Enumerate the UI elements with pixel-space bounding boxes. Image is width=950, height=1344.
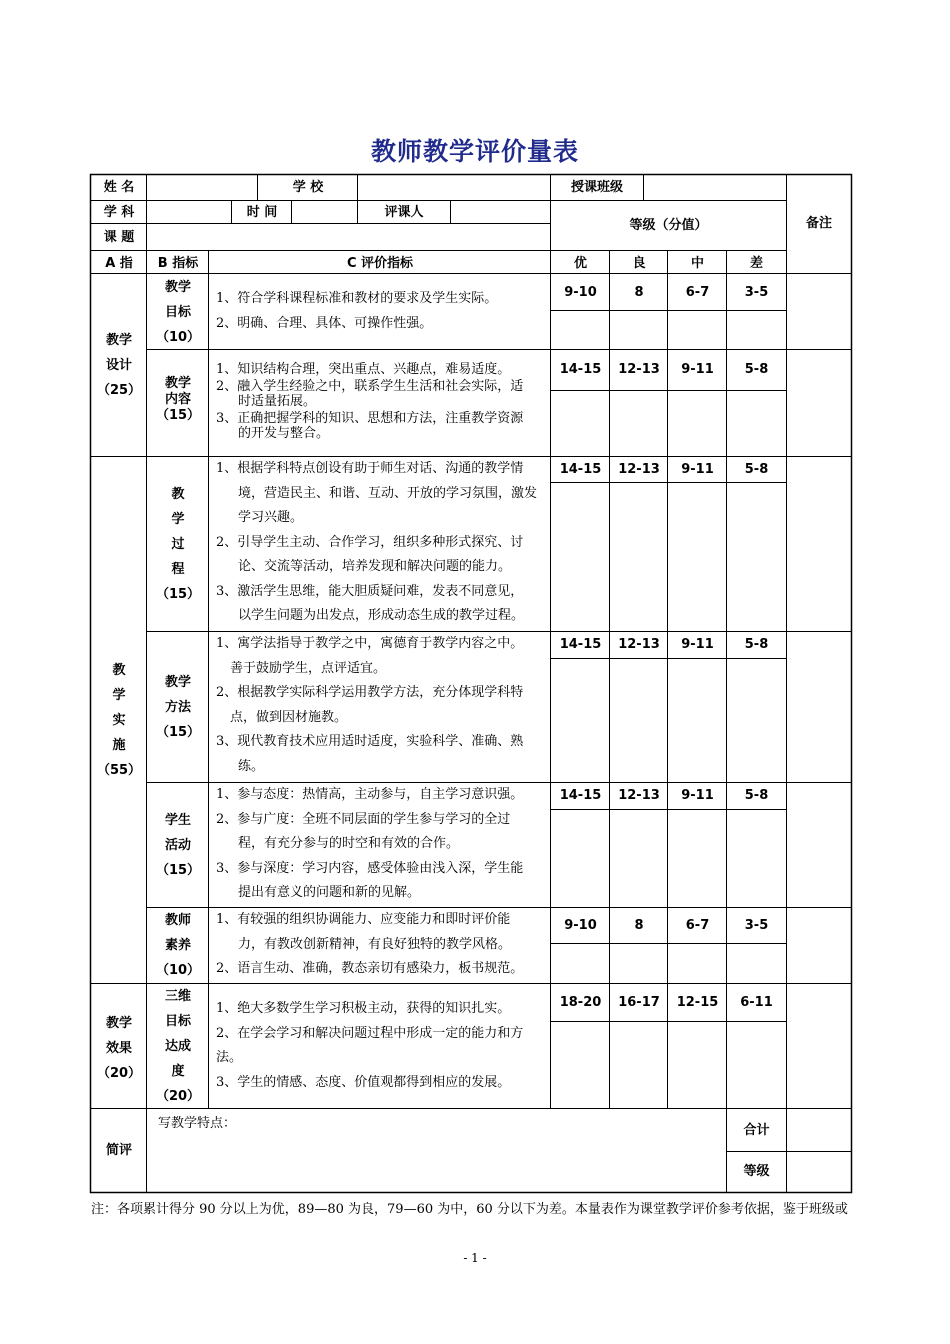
score-good: 12-13 [618,788,660,803]
final-grade-label: 等级 [743,1164,770,1179]
grade-score-label: 等级（分值） [629,218,708,233]
total-label: 合计 [743,1123,770,1138]
category-design: 教学 设计 （25） [96,333,142,398]
criteria-teaching-process: 1、根据学科特点创设有助于师生对话、沟通的教学情 境，营造民主、和谐、互动、开放的学习氛围，激发 学习兴趣。 2、引导学生主动、合作学习，组织多种形式探究、讨 论、交流等活动，培养发现和解决问题的能力。 3、激活学生思维，能大胆质疑问难，发表不同意见， 以学生问题为出发点，形成动态生成的教学过程。 [216,461,538,623]
indicator-teacher-literacy: 教师 素养 （10） [155,913,201,978]
col-b-header: B 指标 [157,256,199,271]
score-poor: 5-8 [744,788,769,803]
remarks-label: 备注 [805,216,832,231]
summary-prompt: 写教学特点： [158,1116,237,1131]
name-label: 姓 名 [103,180,135,195]
indicator-teaching-goal: 教学 目标 （10） [155,280,201,345]
criteria-teaching-goal: 1、符合学科课程标准和教材的要求及学生实际。 2、明确、合理、具体、可操作性强。 [216,291,498,331]
page-title: 教师教学评价量表 [370,137,579,166]
score-excellent: 9-10 [564,285,597,300]
score-poor: 5-8 [744,637,769,652]
time-label: 时 间 [246,205,278,220]
summary-label: 简评 [105,1143,132,1158]
score-good: 12-13 [618,637,660,652]
score-good: 12-13 [618,362,660,377]
col-a-header: A 指 [105,256,133,271]
score-excellent: 14-15 [559,462,602,477]
col-good-header: 良 [632,256,646,271]
score-excellent: 18-20 [559,995,602,1010]
score-medium: 12-15 [676,995,719,1010]
score-excellent: 14-15 [559,788,602,803]
indicator-teaching-content: 教学 内容 （15） [155,376,201,423]
page-number: - 1 - [463,1251,487,1265]
topic-label: 课 题 [103,230,135,245]
score-poor: 6-11 [740,995,773,1010]
indicator-three-dimensional-goals: 三维 目标 达成 度 （20） [155,989,201,1104]
subject-label: 学 科 [103,205,135,220]
score-medium: 6-7 [685,918,710,933]
score-excellent: 14-15 [559,362,602,377]
indicator-teaching-process: 教 学 过 程 （15） [155,487,201,602]
class-label: 授课班级 [570,180,623,195]
criteria-teacher-literacy: 1、有较强的组织协调能力、应变能力和即时评价能 力，有教改创新精神，有良好独特的教学风格。 2、语言生动、准确，教态亲切有感染力，板书规范。 [216,912,524,976]
score-excellent: 9-10 [564,918,597,933]
footnote: 注：各项累计得分 90 分以上为优，89—80 为良，79—60 为中，60 分以下为差。本量表作为课堂教学评价参考依据，鉴于班级或 [91,1202,848,1217]
criteria-teaching-method: 1、寓学法指导于教学之中，寓德育于教学内容之中。 善于鼓励学生，点评适宜。 2、根据教学实际科学运用教学方法，充分体现学科特 点，做到因材施教。 3、现代教育技术应用适时适度，实验科学、准确、熟 练。 [216,636,524,774]
score-medium: 9-11 [681,788,714,803]
score-good: 12-13 [618,462,660,477]
col-medium-header: 中 [690,256,704,271]
evaluator-label: 评课人 [384,205,424,220]
score-poor: 5-8 [744,362,769,377]
score-medium: 6-7 [685,285,710,300]
score-medium: 9-11 [681,362,714,377]
score-poor: 3-5 [744,285,769,300]
category-effect: 教学 效果 （20） [96,1016,142,1081]
score-poor: 5-8 [744,462,769,477]
score-poor: 3-5 [744,918,769,933]
criteria-three-dimensional-goals: 1、绝大多数学生学习积极主动，获得的知识扎实。 2、在学会学习和解决问题过程中形成一定的能力和方 法。 3、学生的情感、态度、价值观都得到相应的发展。 [216,1001,524,1090]
criteria-student-activity: 1、参与态度：热情高，主动参与，自主学习意识强。 2、参与广度：全班不同层面的学生参与学习的全过 程，有充分参与的时空和有效的合作。 3、参与深度：学习内容，感受体验由浅入深，学生能 提出有意义的问题和新的见解。 [216,787,524,900]
col-excellent-header: 优 [573,256,587,271]
score-good: 8 [634,918,644,933]
score-excellent: 14-15 [559,637,602,652]
category-implementation: 教 学 实 施 （55） [96,663,142,778]
indicator-teaching-method: 教学 方法 （15） [155,675,201,740]
score-good: 16-17 [618,995,660,1010]
school-label: 学 校 [292,180,324,195]
col-poor-header: 差 [749,256,763,271]
score-medium: 9-11 [681,462,714,477]
criteria-teaching-content: 1、知识结构合理，突出重点、兴趣点，难易适度。 2、融入学生经验之中，联系学生生活和社会实际，适 时适量拓展。 3、正确把握学科的知识、思想和方法，注重教学资源 的开发与整合。 [216,362,524,441]
score-medium: 9-11 [681,637,714,652]
col-c-header: C 评价指标 [346,256,414,271]
indicator-student-activity: 学生 活动 （15） [155,813,201,878]
score-good: 8 [634,285,644,300]
